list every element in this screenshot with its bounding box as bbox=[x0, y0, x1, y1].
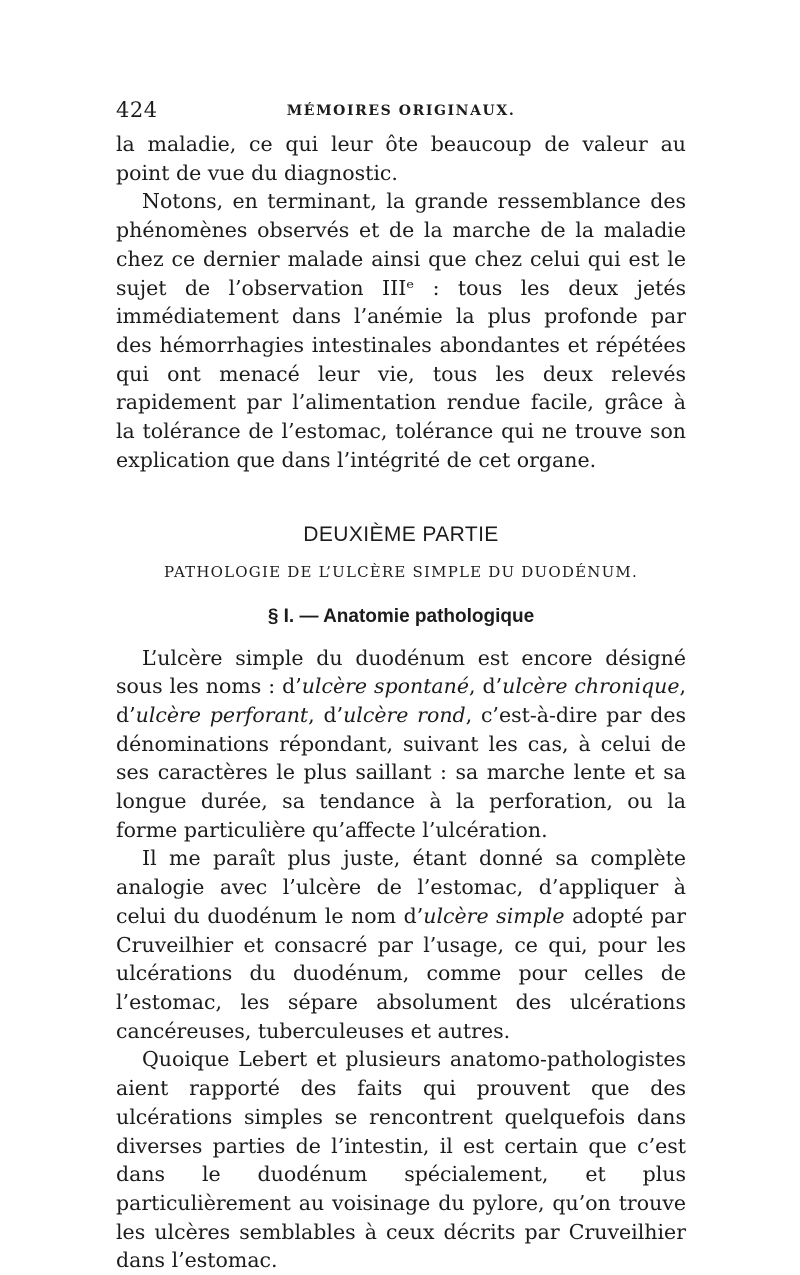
page-number: 424 bbox=[116, 98, 158, 122]
section-title: § I. — Anatomie pathologique bbox=[267, 605, 535, 627]
page-header bbox=[116, 98, 686, 128]
body-text bbox=[116, 130, 686, 1275]
paragraph-analogy: Il me paraît plus juste, étant donné sa complète analogie avec l’ulcère de l’estomac, d’appliquer à celui du duodénum le nom d’ulcère simple adopté par Cruveilhier et consacré par l’usage, ce qui, pour les ulcérations du duodénum, comme pour celles de l’estomac, les sépare absolument des ulcérations cancéreuses, tuberculeuses et autres. bbox=[116, 846, 686, 1043]
paragraph-location: Quoique Lebert et plusieurs anatomo-pathologistes aient rapporté des faits qui prouvent que des ulcérations simples se rencontrent quelquefois dans diverses parties de l’intestin, il est certain que c’est dans le duodénum spécialement, et plus particulièrement au voisinage du pylore, qu’on trouve les ulcères semblables à ceux décrits par Cruveilhier dans l’estomac. bbox=[116, 1047, 686, 1273]
running-title: MÉMOIRES ORIGINAUX. bbox=[286, 103, 516, 119]
paragraph-conclusion: Notons, en terminant, la grande ressemblance des phénomènes observés et de la marche de la maladie chez ce dernier malade ainsi que chez celui qui est le sujet de l’observation IIIᵉ : tous les deux jetés immédiatement dans l’anémie la plus profonde par des hémorrhagies intestinales abondantes et répétées qui ont menacé leur vie, tous les deux relevés rapidement par l’alimentation rendue facile, grâce à la tolérance de l’estomac, tolérance qui ne trouve son explication que dans l’intégrité de cet organe. bbox=[116, 189, 686, 472]
part-subtitle: PATHOLOGIE DE L’ULCÈRE SIMPLE DU DUODÉNUM. bbox=[164, 563, 638, 582]
paragraph-ulcer-names: L’ulcère simple du duodénum est encore désigné sous les noms : d’ulcère spontané, d’ulcère chronique, d’ulcère perforant, d’ulcère rond, c’est-à-dire par des dénominations répondant, suivant les cas, à celui de ses caractères le plus saillant : sa marche lente et sa longue durée, sa tendance à la perforation, ou la forme particulière qu’affecte l’ulcération. bbox=[116, 645, 686, 842]
part-title: DEUXIÈME PARTIE bbox=[303, 523, 499, 547]
paragraph-continuation: la maladie, ce qui leur ôte beaucoup de valeur au point de vue du diagnostic. bbox=[116, 132, 686, 185]
